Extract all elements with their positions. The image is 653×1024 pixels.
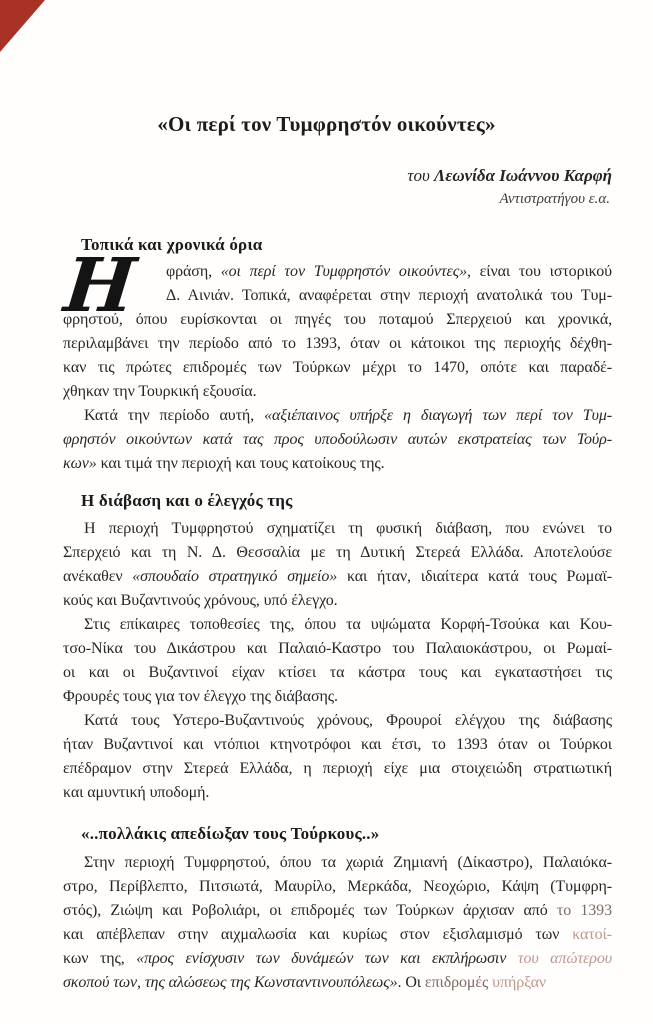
text-line — [63, 685, 612, 709]
author-name: Λεωνίδα Ιωάννου Καρφή — [434, 166, 612, 185]
text-segment: Δ. Αινιάν. Τοπικά, αναφέρεται στην περιοχή ανατολικά του Τυμ- — [166, 287, 612, 304]
text-segment: . Οι — [397, 974, 425, 991]
paragraph — [63, 517, 612, 613]
text-segment: «προς ενίσχυσιν των δυνάμεών των και εκπλήρωσιν — [136, 950, 518, 967]
text-segment: Φρουρές τους για τον έλεγχο της διάβασης. — [63, 688, 338, 705]
text-line — [63, 452, 612, 476]
text-segment: υπήρξαν — [492, 974, 546, 991]
text-line — [63, 899, 612, 923]
text-line — [63, 308, 612, 332]
text-line — [63, 332, 612, 356]
text-segment: χθηκαν την Τουρκική εξουσία. — [63, 383, 257, 400]
section-heading: Η διάβαση και ο έλεγχός της — [81, 491, 293, 510]
text-line — [63, 971, 612, 995]
text-segment: τσο-Νίκα του Δικάστρου και Παλαιό-Καστρο του Παλαιοκάστρου, οι Ρωμαί- — [63, 640, 612, 657]
text-line — [166, 284, 612, 308]
text-line — [63, 541, 612, 565]
text-line — [63, 851, 612, 875]
text-line — [63, 781, 612, 805]
paragraph — [63, 851, 612, 995]
text-line — [166, 260, 612, 284]
text-line — [63, 757, 612, 781]
paragraph — [63, 613, 612, 709]
text-segment: και αμυντική υποδομή. — [63, 784, 210, 801]
text-segment: φρηστού, όπου ευρίσκονται οι πηγές του ποταμού Σπερχειού και χρονικά, — [63, 311, 612, 328]
text-segment: κούς και Βυζαντινούς χρόνους, υπό έλεγχο. — [63, 592, 338, 609]
text-segment: περιλαμβάνει την περίοδο από το 1393, όταν οι κάτοικοι της περιοχής δέχθη- — [63, 335, 612, 352]
book-cover-corner — [0, 0, 45, 52]
text-line — [63, 613, 612, 637]
text-segment: Στις επίκαιρες τοποθεσίες της, όπου τα υψώματα Κορφή-Τσούκα και Κου- — [84, 616, 612, 633]
text-segment: στός), Ζιώψη και Ροβολιάρι, οι επιδρομές των Τούρκων άρχισαν από — [63, 902, 557, 919]
text-segment: ήταν Βυζαντινοί και ντόπιοι κτηνοτρόφοι και έτσι, το 1393 όταν οι Τούρκοι — [63, 736, 612, 753]
text-segment: Κατά την περίοδο αυτή, — [84, 407, 265, 424]
paragraph — [63, 709, 612, 805]
text-line — [63, 428, 612, 452]
section-heading: «..πολλάκις απεδίωξαν τους Τούρκους..» — [81, 824, 380, 843]
text-segment: και απέβλεπαν στην αιχμαλωσία και κυρίως στον εξισλαμισμό των — [63, 926, 573, 943]
text-line — [63, 380, 612, 404]
drop-cap-letter: Η — [60, 243, 140, 329]
author-rank: Αντιστρατήγου ε.α. — [499, 191, 610, 207]
byline — [407, 166, 612, 186]
text-segment: στρο, Περίβλεπτο, Πιτσιωτά, Μαυρίλο, Μερκάδα, Νεοχώριο, Κάψη (Τυμφρη- — [63, 878, 612, 895]
text-segment: το 1393 — [556, 902, 612, 919]
text-segment: κατοί- — [572, 926, 612, 943]
text-segment: Σπερχειό και τη Ν. Δ. Θεσσαλία με τη Δυτική Στερεά Ελλάδα. Αποτελούσε — [63, 544, 612, 561]
text-line — [63, 923, 612, 947]
text-segment: κων» — [63, 455, 97, 472]
text-line — [63, 589, 612, 613]
text-line — [63, 404, 612, 428]
section-1 — [63, 488, 612, 805]
text-line — [63, 947, 612, 971]
paragraph — [63, 260, 612, 404]
text-segment: φράση, — [166, 263, 221, 280]
text-segment: Κατά τους Υστερο-Βυζαντινούς χρόνους, Φρουροί ελέγχου της διάβασης — [84, 712, 612, 729]
text-line — [63, 637, 612, 661]
text-line — [63, 565, 612, 589]
text-segment: του απώτερου — [517, 950, 612, 967]
text-segment: ανέκαθεν — [63, 568, 133, 585]
text-segment: φρηστόν οικούντων κατά τας προς υποδούλωσιν αυτών εκστρατείας των Τούρ- — [63, 431, 612, 448]
section-0 — [60, 232, 613, 476]
text-line — [63, 661, 612, 685]
text-segment: «σπουδαίο στρατηγικό σημείο» — [132, 568, 338, 585]
text-segment: «αξιέπαινος υπήρξε η διαγωγή των περί τον Τυμ- — [264, 407, 612, 424]
text-segment: οι και οι Βυζαντινοί είχαν κτίσει τα κάστρα τους και εγκαταστήσει τις — [63, 664, 612, 681]
text-line — [63, 517, 612, 541]
text-line — [63, 875, 612, 899]
section-2 — [63, 821, 612, 995]
text-segment: και ήταν, ιδιαίτερα κατά τους Ρωμαϊ- — [337, 568, 612, 585]
text-segment: Η περιοχή Τυμφρηστού σχηματίζει τη φυσική διάβαση, που ενώνει το — [84, 520, 612, 537]
text-segment: «οι περί τον Τυμφρηστόν οικούντες» — [220, 263, 467, 280]
section-heading: Τοπικά και χρονικά όρια — [81, 235, 263, 254]
text-segment: καν τις πρώτες επιδρομές των Τούρκων μέχρι το 1470, οπότε και παραδέ- — [63, 359, 612, 376]
text-segment: Στην περιοχή Τυμφρηστού, όπου τα χωριά Ζημιανή (Δίκαστρο), Παλαιόκα- — [84, 854, 612, 871]
article-title: «Οι περί τον Τυμφρηστόν οικούντες» — [157, 112, 496, 136]
text-line — [63, 356, 612, 380]
paragraph — [63, 404, 612, 476]
text-segment: και τιμά την περιοχή και τους κατοίκους της. — [96, 455, 385, 472]
text-segment: σκοπού των, της αλώσεως της Κωνσταντινουπόλεως» — [63, 974, 398, 991]
byline-prefix: του — [407, 166, 435, 185]
text-segment: κων της, — [63, 950, 137, 967]
text-line — [63, 733, 612, 757]
text-segment: , είναι του ιστορικού — [467, 263, 613, 280]
text-segment: επέδραμον στην Στερεά Ελλάδα, η περιοχή είχε μια στοιχειώδη στρατιωτική — [63, 760, 612, 777]
text-line — [63, 709, 612, 733]
text-segment: επιδρομές — [424, 974, 493, 991]
content — [60, 232, 613, 995]
